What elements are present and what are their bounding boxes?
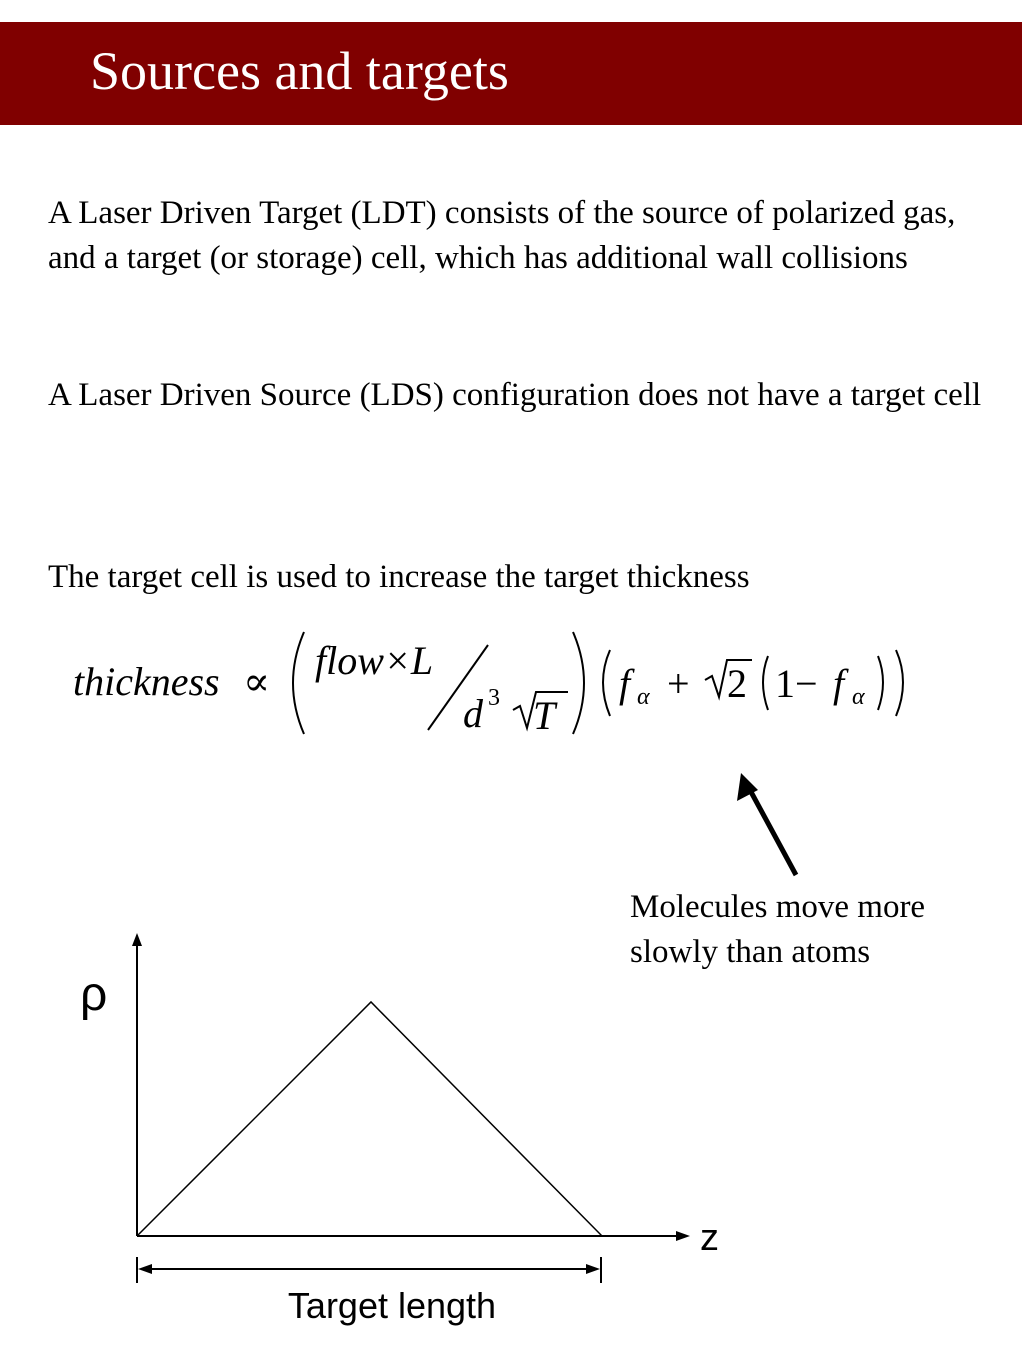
eq-left-paren-2 xyxy=(603,650,610,716)
eq-alpha-1: α xyxy=(637,684,650,710)
target-length-label: Target length xyxy=(287,1285,497,1326)
density-figure xyxy=(80,933,719,1326)
paragraph-lds: A Laser Driven Source (LDS) configuration does not have a target cell xyxy=(48,377,982,413)
x-axis-label: z xyxy=(700,1217,719,1259)
y-axis-arrowhead xyxy=(132,933,142,946)
length-arrow-right xyxy=(586,1264,600,1274)
eq-f-alpha-2: f xyxy=(833,661,845,706)
eq-one-minus: 1− xyxy=(775,661,818,706)
eq-alpha-2: α xyxy=(852,684,865,710)
annotation-arrow xyxy=(737,773,796,875)
eq-right-paren-2 xyxy=(896,650,903,716)
eq-f-alpha-1: f xyxy=(619,661,631,706)
molecules-note: Molecules move more slowly than atoms xyxy=(630,889,926,970)
length-arrow-left xyxy=(138,1264,152,1274)
eq-numerator: flow×L xyxy=(315,638,434,683)
density-profile xyxy=(137,1002,602,1236)
eq-left-paren-3 xyxy=(763,656,768,710)
x-axis-arrowhead xyxy=(676,1231,690,1241)
paragraph-ldt: A Laser Driven Target (LDT) consists of the source of polarized gas, and a target (or storage) cell, which has additional wall collisions xyxy=(48,195,956,276)
eq-sqrt-arg: T xyxy=(533,693,556,738)
slide-title: Sources and targets xyxy=(90,41,509,101)
y-axis-label: ρ xyxy=(80,968,108,1021)
paragraph-target-cell: The target cell is used to increase the target thickness xyxy=(48,559,750,595)
eq-sqrt2-arg: 2 xyxy=(727,661,747,706)
eq-thickness: thickness xyxy=(73,659,220,704)
eq-exponent: 3 xyxy=(488,685,500,711)
eq-right-paren xyxy=(573,632,584,734)
eq-right-paren-3 xyxy=(878,656,883,710)
eq-proportional: ∝ xyxy=(243,659,271,704)
eq-plus: + xyxy=(667,661,690,706)
eq-denominator-d: d xyxy=(463,691,483,736)
eq-left-paren xyxy=(293,632,304,734)
